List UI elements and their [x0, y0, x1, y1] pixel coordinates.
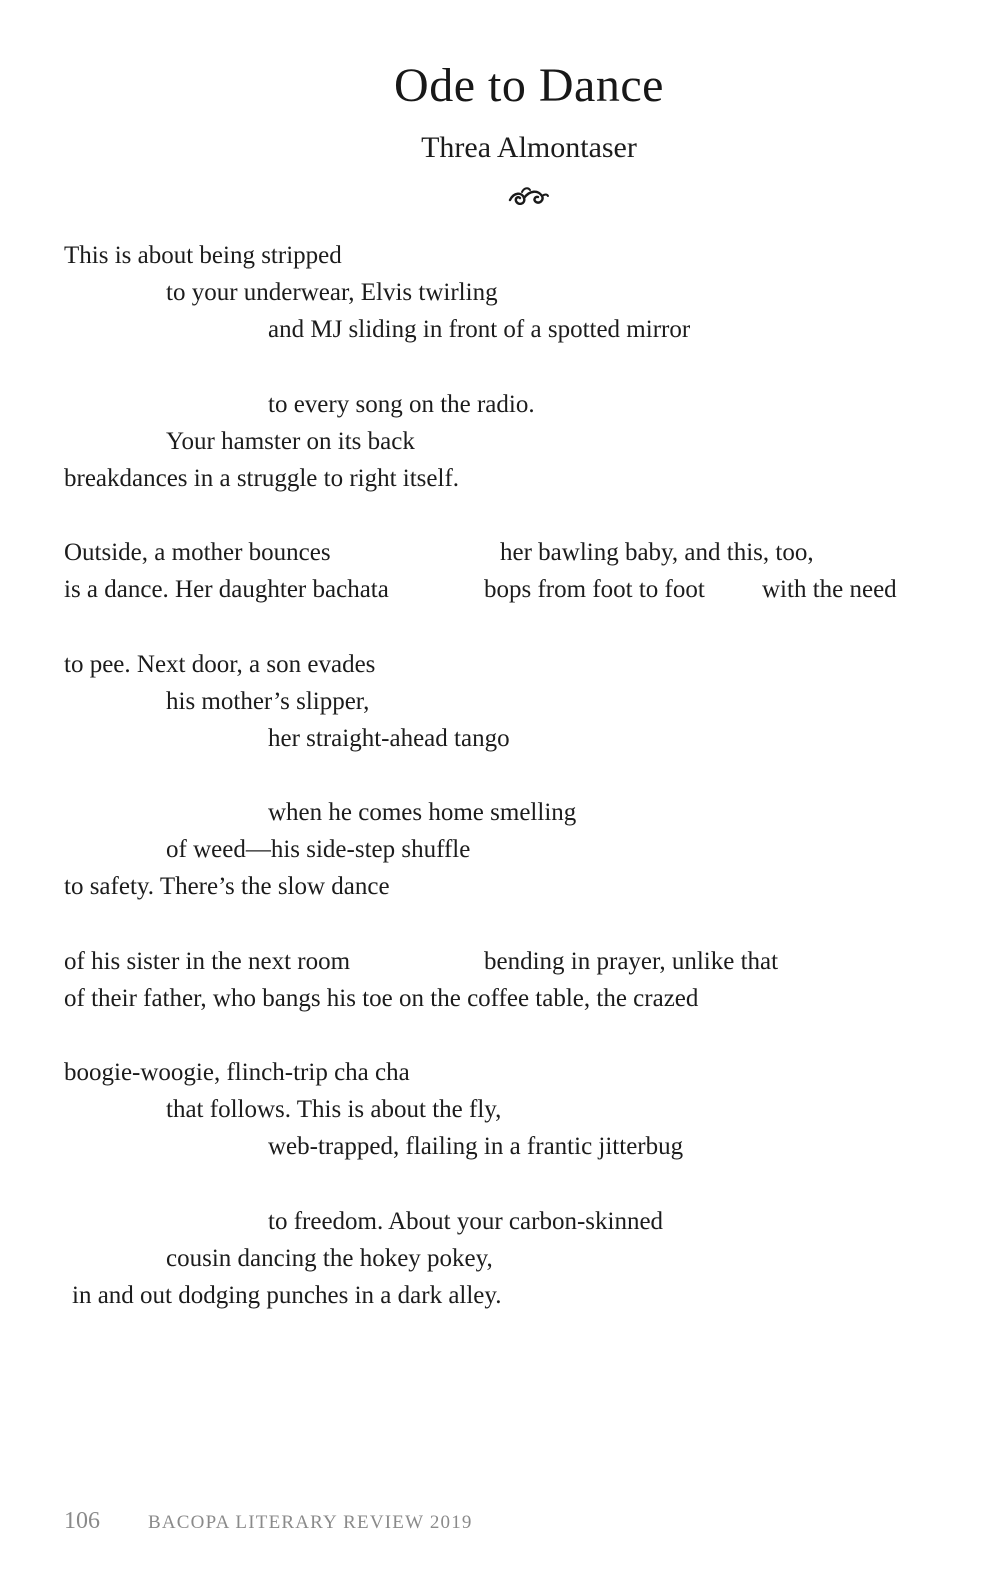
poem-line: breakdances in a struggle to right itself. [64, 465, 460, 492]
poem-line: her bawling baby, and this, too, [500, 539, 814, 566]
poem-title: Ode to Dance [394, 59, 664, 112]
poem-line: to every song on the radio. [268, 391, 535, 418]
poem-line: Your hamster on its back [166, 428, 415, 455]
poem-line: in and out dodging punches in a dark alley. [72, 1282, 502, 1309]
poem-line: of their father, who bangs his toe on the coffee table, the crazed [64, 985, 699, 1012]
poem-line: cousin dancing the hokey pokey, [166, 1245, 493, 1272]
poem-line: of his sister in the next room [64, 948, 351, 975]
poem-line: boogie-woogie, flinch-trip cha cha [64, 1059, 410, 1086]
poem-line: to pee. Next door, a son evades [64, 651, 376, 678]
poem-line: to safety. There’s the slow dance [64, 873, 390, 900]
poem-line: that follows. This is about the fly, [166, 1096, 502, 1123]
poem-line: his mother’s slipper, [166, 688, 370, 715]
fleuron-ornament-icon [506, 182, 550, 210]
page-number: 106 [64, 1508, 100, 1534]
poem-line: to your underwear, Elvis twirling [166, 279, 498, 306]
poem-line: bops from foot to foot [484, 576, 705, 603]
poem-line: of weed—his side-step shuffle [166, 836, 471, 863]
poem-line: when he comes home smelling [268, 799, 577, 826]
poem-line: with the need [762, 576, 897, 603]
poem-line: and MJ sliding in front of a spotted mirror [268, 316, 691, 343]
poem-line: web-trapped, flailing in a frantic jitterbug [268, 1133, 684, 1160]
poem-author: Threa Almontaser [421, 131, 637, 164]
poem-line: Outside, a mother bounces [64, 539, 331, 566]
poem-line: to freedom. About your carbon-skinned [268, 1208, 664, 1235]
poem-line: is a dance. Her daughter bachata [64, 576, 389, 603]
poem-line: bending in prayer, unlike that [484, 948, 779, 975]
poem-line: This is about being stripped [64, 242, 342, 269]
poem-line: her straight-ahead tango [268, 725, 510, 752]
journal-name: BACOPA LITERARY REVIEW 2019 [148, 1512, 473, 1533]
